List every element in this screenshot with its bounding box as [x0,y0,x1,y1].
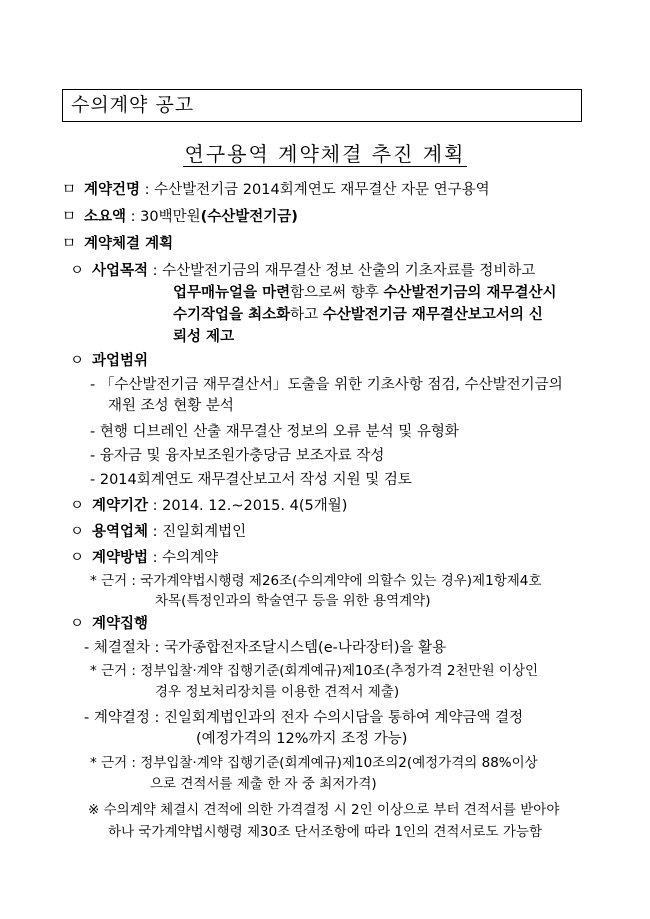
basis2-text-1: 근거 : 정부입찰·계약 집행기준(회계예규)제10조(추정가격 2천만원 이상인 [101,663,539,679]
basis3-text-1: 근거 : 정부입찰·계약 집행기준(회계예규)제10조의2(예정가격의 88%이상 [101,755,538,771]
purpose-line-4 [173,327,234,347]
basis2-line-2 [155,682,399,702]
basis1-text-1: 국가계약법시행령 제26조(수의계약에 의할수 있는 경우)제1항제4호 [140,573,542,589]
contractor-line: ㅇ 용역업체 : 진일회계법인 [70,524,247,540]
dash-bullet: - [90,377,96,393]
scope-item-text: 융자금 및 융자보조원가충당금 보조자료 작성 [99,448,385,464]
purpose-emph-5: 뢰성 제고 [173,329,235,345]
basis3-line-2 [150,774,377,794]
plan-heading-line [62,234,173,254]
basis1-line-1: * 근거 : 국가계약법시행령 제26조(수의계약에 의할수 있는 경우)제1항제4호 [90,573,542,589]
basis3-line-1 [90,753,538,773]
scope-item-text: 2014회계연도 재무결산보고서 작성 지원 및 검토 [99,472,412,488]
note-text-1: 수의계약 체결시 견적에 의한 가격결정 시 2인 이상으로 부터 견적서를 받아야 [103,802,560,818]
purpose-emph-4: 수산발전기금 재무결산보고서의 신 [322,307,543,323]
scope-label: 과업범위 [92,353,149,369]
scope-item-3 [90,446,384,466]
scope-item-text: 「수산발전기금 재무결산서」도출을 위한 기초사항 점검, 수산발전기금의 [99,377,563,393]
period-line: ㅇ 계약기간 : 2014. 12.~2015. 4(5개월) [70,498,348,514]
method-value: 수의계약 [162,550,219,566]
execution-heading-line [70,614,148,634]
decision-line-2 [196,729,407,749]
purpose-emph-1: 업무매뉴얼을 마련 [173,285,291,301]
contract-name-label: 계약건명 [84,182,141,198]
circle-bullet: ㅇ [70,524,85,540]
star-bullet: * [90,573,97,589]
contractor-value: 진일회계법인 [162,524,247,540]
scope-item-text: 현행 디브레인 산출 재무결산 정보의 오류 분석 및 유형화 [99,424,459,440]
decision-text-2: (예정가격의 12%까지 조정 가능) [196,731,408,747]
budget-label: 소요액 [84,209,127,225]
scope-item-4 [90,470,412,490]
execution-label: 계약집행 [92,616,149,632]
dash-bullet: - [90,448,96,464]
circle-bullet: ㅇ [70,498,85,514]
decision-text-1: 계약결정 : 진일회계법인과의 전자 수의시담을 통하여 계약금액 결정 [93,710,524,726]
scope-item-1-cont [108,396,234,416]
method-line: ㅇ 계약방법 : 수의계약 [70,550,219,566]
star-bullet: * [90,663,97,679]
circle-bullet: ㅇ [70,263,85,279]
period-value: 2014. 12.~2015. 4(5개월) [162,498,348,514]
basis3-text-2: 으로 견적서를 제출 한 자 중 최저가격) [150,776,377,792]
purpose-text-1: 수산발전기금의 재무결산 정보 산출의 기초자료를 정비하고 [162,263,536,279]
dash-bullet: - [90,472,96,488]
square-bullet: ㅁ [62,209,77,225]
basis2-text-2: 경우 정보처리장치를 이용한 견적서 제출) [155,684,400,700]
plan-heading: 계약체결 계획 [84,236,174,252]
square-bullet: ㅁ [62,236,77,252]
budget-value: 30백만원 [140,209,201,225]
purpose-emph-3: 수기작업을 최소화 [173,307,291,323]
procedure-line [84,638,446,658]
note-line-1 [88,800,559,820]
document-title: 연구용역 계약체결 추진 계획 [184,142,466,166]
purpose-label: 사업목적 [92,263,149,279]
purpose-emph-2: 수산발전기금의 재무결산시 [383,285,557,301]
dash-bullet: - [84,640,90,656]
contract-name-line: ㅁ 계약건명 : 수산발전기금 2014회계연도 재무결산 자문 연구용역 [62,182,490,198]
basis1-line-2 [155,591,430,611]
circle-bullet: ㅇ [70,353,85,369]
dash-bullet: - [84,710,90,726]
method-label: 계약방법 [92,550,149,566]
contract-name-value: 수산발전기금 2014회계연도 재무결산 자문 연구용역 [154,182,490,198]
basis1-label: 근거 [101,573,128,589]
purpose-text-2: 함으로써 향후 [290,285,384,301]
star-bullet: * [90,755,97,771]
basis1-text-2: 차목(특정인과의 학술연구 등을 위한 용역계약) [155,593,431,609]
decision-line-1 [84,708,523,728]
purpose-line-3 [173,305,543,325]
budget-line: ㅁ 소요액 : 30백만원(수산발전기금) [62,209,298,225]
basis2-line-1 [90,661,538,681]
scope-item-2 [90,422,459,442]
scope-heading-line [70,351,148,371]
scope-item-text: 재원 조성 현황 분석 [108,398,234,414]
procedure-text: 체결절차 : 국가종합전자조달시스템(e-나라장터)을 활용 [93,640,447,656]
notice-header-box [62,89,582,122]
notice-header-text: 수의계약 공고 [71,94,195,116]
scope-item-1 [90,375,563,395]
purpose-line-1: ㅇ 사업목적 : 수산발전기금의 재무결산 정보 산출의 기초자료를 정비하고 [70,263,536,279]
contractor-label: 용역업체 [92,524,149,540]
purpose-line-2 [173,283,557,303]
purpose-text-3: 하고 [290,307,323,323]
circle-bullet: ㅇ [70,550,85,566]
period-label: 계약기간 [92,498,149,514]
square-bullet: ㅁ [62,182,77,198]
circle-bullet: ㅇ [70,616,85,632]
note-mark: ※ [88,802,100,818]
budget-source: (수산발전기금) [200,209,298,225]
dash-bullet: - [90,424,96,440]
note-line-2 [108,822,542,842]
note-text-2: 하나 국가계약법시행령 제30조 단서조항에 따라 1인의 견적서로도 가능함 [108,824,542,840]
